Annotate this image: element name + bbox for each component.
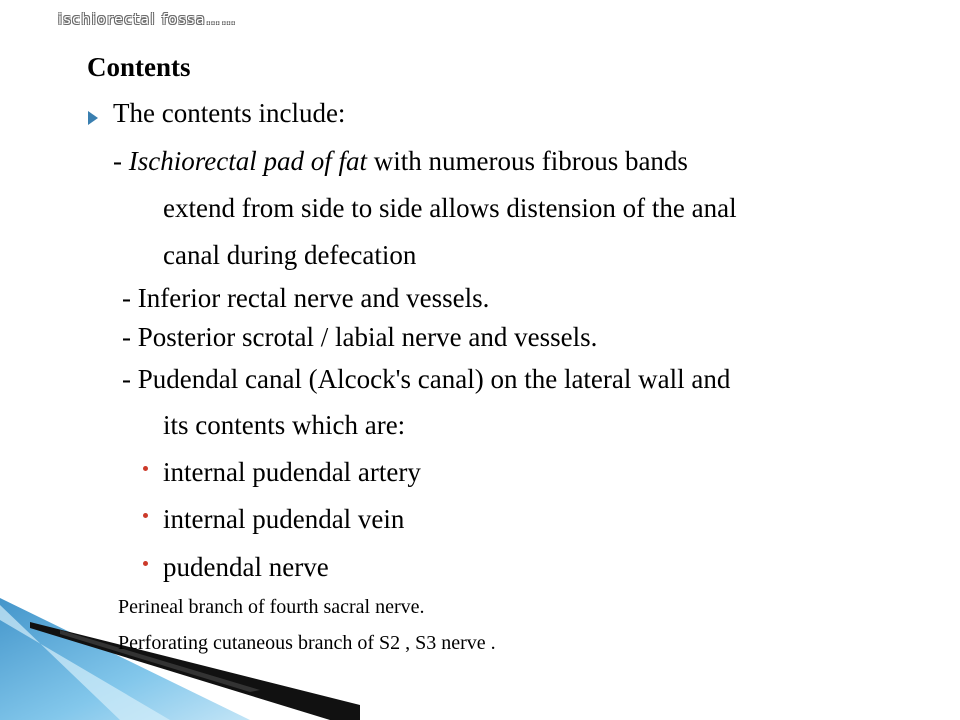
fat-dash: -	[113, 146, 129, 176]
inferior-rectal-item: - Inferior rectal nerve and vessels.	[122, 283, 490, 313]
fat-line-2: extend from side to side allows distension of the anal	[163, 193, 737, 223]
slide-header-title: ischiorectal fossa……	[58, 12, 238, 28]
pudendal-canal-cont: its contents which are:	[163, 410, 406, 440]
fat-line-rest: with numerous fibrous bands	[366, 146, 688, 176]
extra-perineal-branch: Perineal branch of fourth sacral nerve.	[118, 596, 425, 618]
contents-heading: Contents	[87, 52, 191, 82]
fat-italic-term: Ischiorectal pad of fat	[128, 146, 367, 176]
extra-perforating-branch: Perforating cutaneous branch of S2 , S3 nerve .	[118, 632, 496, 654]
posterior-scrotal-item: - Posterior scrotal / labial nerve and vessels.	[122, 322, 598, 352]
sub-item-nerve: pudendal nerve	[163, 552, 329, 582]
sub-item-vein: internal pudendal vein	[163, 504, 405, 534]
sub-item-artery: internal pudendal artery	[163, 457, 421, 487]
intro-line: The contents include:	[113, 98, 346, 128]
fat-line-3: canal during defecation	[163, 240, 417, 270]
pudendal-canal-item: - Pudendal canal (Alcock's canal) on the lateral wall and	[122, 364, 731, 394]
